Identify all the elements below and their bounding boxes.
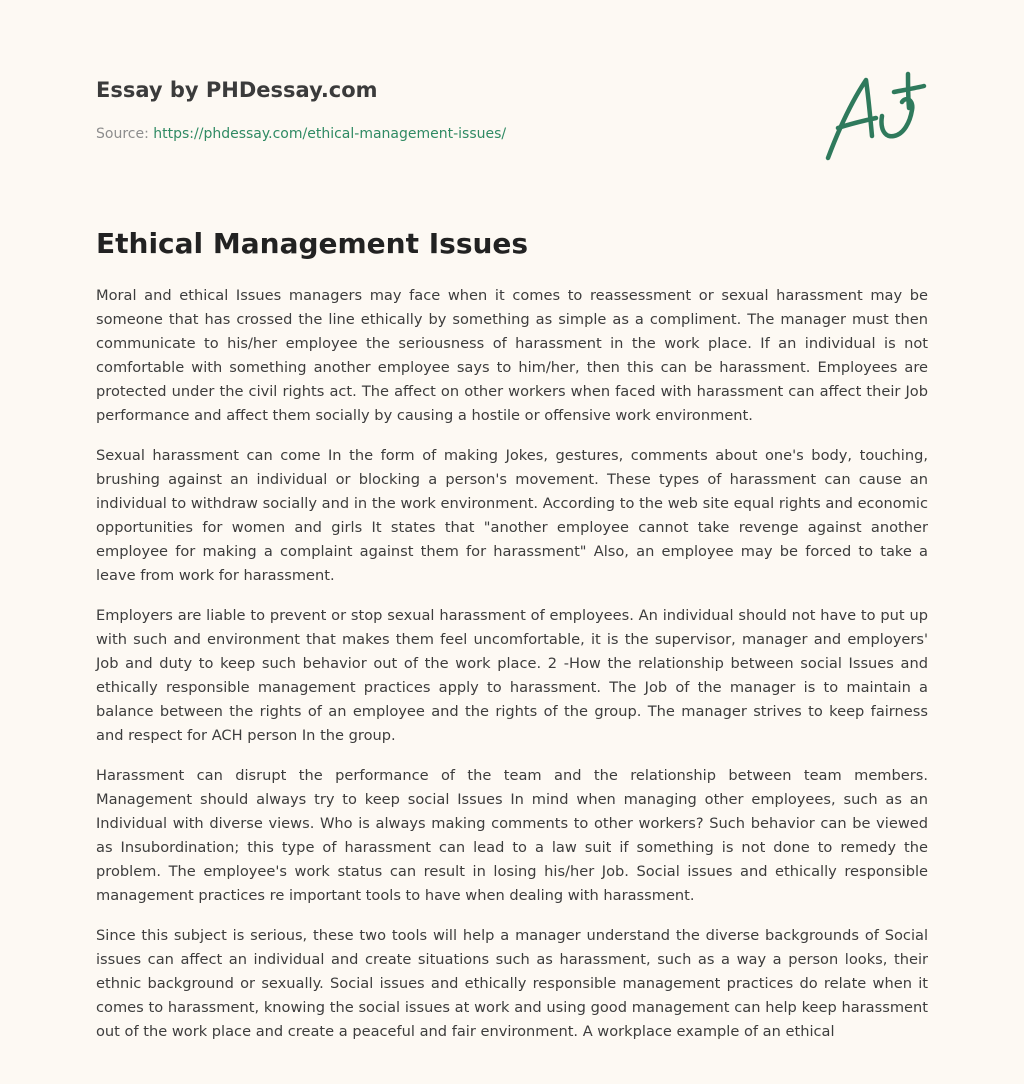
essay-paragraph: Since this subject is serious, these two tools will help a manager understand the diverse backgrounds of Social issues can affect an individual and create situations such as harassment, such as a way a person looks, their ethnic background or sexually. Social issues and ethically responsible management practices do relate when it comes to harassment, knowing the social issues at work and using good management can help keep harassment out of the work place and create a peaceful and fair environment. A workplace example of an ethical — [96, 927, 928, 1040]
site-title: Essay by PHDessay.com — [96, 78, 378, 102]
essay-body — [96, 284, 928, 1060]
source-label: Source: — [96, 126, 154, 142]
essay-title: Ethical Management Issues — [96, 227, 529, 260]
essay-header — [96, 76, 796, 144]
essay-paragraph: Harassment can disrupt the performance of the team and the relationship between team members. Management should always try to keep social Issues In mind when managing other employees, such as an Individual with diverse views. Who is always making comments to other workers? Such behavior can be viewed as Insubordination; this type of harassment can lead to a law suit if something is not done to remedy the problem. The employee's work status can result in losing his/her Job. Social issues and ethically responsible management practices re important tools to have when dealing with harassment. — [96, 767, 928, 904]
essay-paragraph: Moral and ethical Issues managers may face when it comes to reassessment or sexual harassment may be someone that has crossed the line ethically by something as simple as a compliment. The manager must then communicate to his/her employee the seriousness of harassment in the work place. If an individual is not comfortable with something another employee says to him/her, then this can be harassment. Employees are protected under the civil rights act. The affect on other workers when faced with harassment can affect their Job performance and affect them socially by causing a hostile or offensive work environment. — [96, 287, 928, 424]
a-plus-grade-icon — [820, 66, 930, 166]
essay-paragraph: Sexual harassment can come In the form of making Jokes, gestures, comments about one's body, touching, brushing against an individual or blocking a person's movement. These types of harassment can cause an individual to withdraw socially and in the work environment. According to the web site equal rights and economic opportunities for women and girls It states that "another employee cannot take revenge against another employee for making a complaint against them for harassment" Also, an employee may be forced to take a leave from work for harassment. — [96, 447, 928, 584]
source-line — [96, 124, 796, 144]
source-link[interactable]: https://phdessay.com/ethical-management-issues/ — [153, 126, 507, 142]
essay-paragraph: Employers are liable to prevent or stop sexual harassment of employees. An individual should not have to put up with such and environment that makes them feel uncomfortable, it is the supervisor, manager and employers' Job and duty to keep such behavior out of the work place. 2 -How the relationship between social Issues and ethically responsible management practices apply to harassment. The Job of the manager is to maintain a balance between the rights of an employee and the rights of the group. The manager strives to keep fairness and respect for ACH person In the group. — [96, 607, 928, 744]
